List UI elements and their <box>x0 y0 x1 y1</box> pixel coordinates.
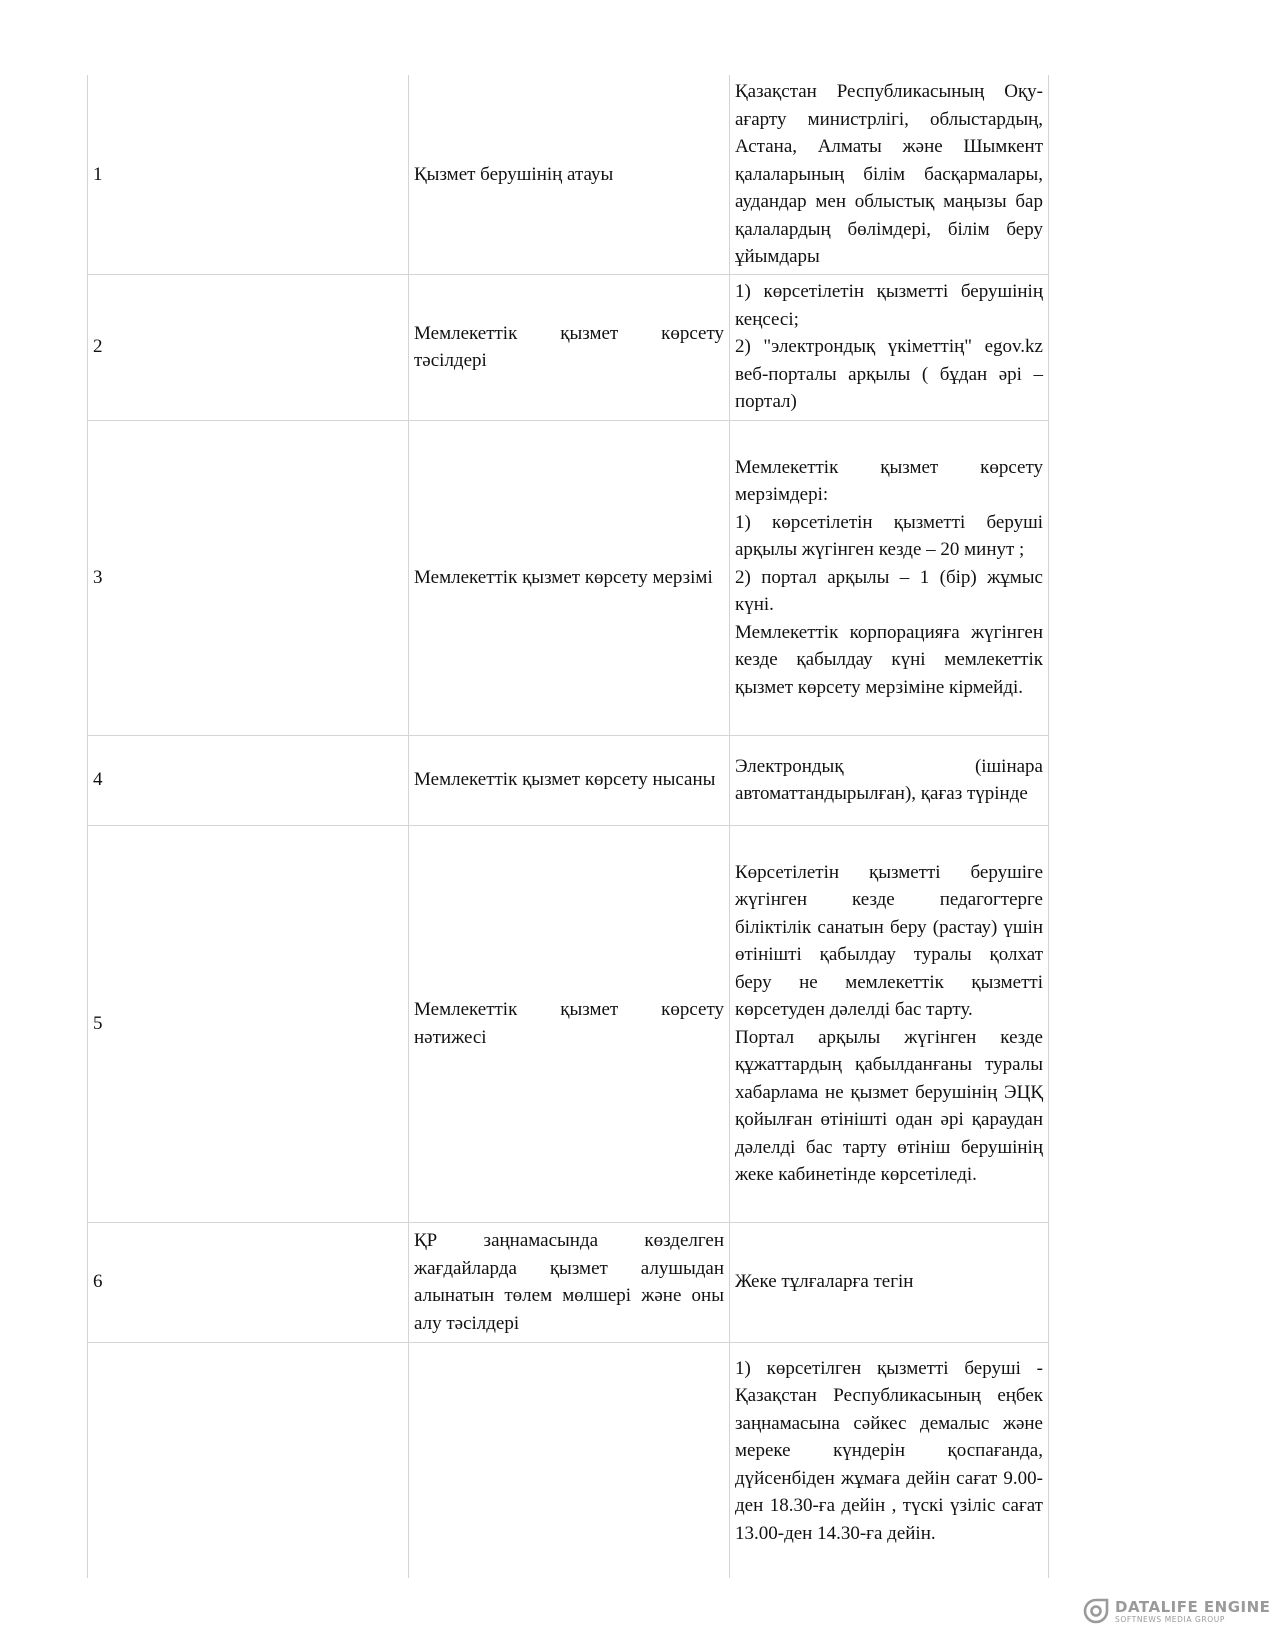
table-row <box>88 274 1049 420</box>
row-number: 6 <box>88 1222 409 1342</box>
row-value <box>730 735 1049 825</box>
row-label: Мемлекеттік қызмет көрсету нәтижесі <box>409 825 730 1222</box>
row-value-paragraph: Қазақстан Республикасының Оқу-ағарту министрлігі, облыстардың, Астана, Алматы және Шымкент қалаларының білім басқармалары, аудандар мен облыстық маңызы бар қалалардың бөлімдері, білім беру ұйымдары <box>735 81 1043 267</box>
row-value-paragraph: 1) көрсетілген қызметті беруші - Қазақстан Республикасының еңбек заңнамасына сәйкес демалыс және мереке күндерін қоспағанда, дүйсенбіден жұмаға дейін сағат 9.00-ден 18.30-ға дейін , түскі үзіліс сағат 13.00-ден 14.30-ға дейін. <box>735 1357 1043 1544</box>
row-value-paragraph: 1) көрсетілетін қызметті беруші арқылы жүгінген кезде – 20 минут ; <box>735 511 1043 561</box>
table-row <box>88 420 1049 735</box>
row-label: Мемлекеттік қызмет көрсету нысаны <box>409 735 730 825</box>
table-row <box>88 1222 1049 1342</box>
row-value <box>730 420 1049 735</box>
row-value-paragraph: Портал арқылы жүгінген кезде құжаттардың қабылданғаны туралы хабарлама не қызмет берушінің ЭЦҚ қойылған өтінішті одан әрі қараудан дәлелді бас тарту өтініш берушінің жеке кабинетінде көрсетіледі. <box>735 1026 1043 1185</box>
row-number: 3 <box>88 420 409 735</box>
row-value-paragraph: 2) портал арқылы – 1 (бір) жұмыс күні. <box>735 566 1043 616</box>
table-row <box>88 735 1049 825</box>
row-value-paragraph: Электрондық (ішінара автоматтандырылған), қағаз түрінде <box>735 755 1043 804</box>
row-label: Мемлекеттік қызмет көрсету мерзімі <box>409 420 730 735</box>
row-label: ҚР заңнамасында көзделген жағдайларда қызмет алушыдан алынатын төлем мөлшері және оны алу тәсілдері <box>409 1222 730 1342</box>
row-number: 5 <box>88 825 409 1222</box>
row-label: Мемлекеттік қызмет көрсету тәсілдері <box>409 274 730 420</box>
table-row <box>88 1342 1049 1578</box>
row-value <box>730 75 1049 274</box>
row-label <box>409 1342 730 1578</box>
watermark-title: DATALIFE ENGINE <box>1115 1597 1271 1616</box>
table-row <box>88 825 1049 1222</box>
service-standard-table <box>87 75 1049 1578</box>
row-label: Қызмет берушінің атауы <box>409 75 730 274</box>
row-number <box>88 1342 409 1578</box>
row-value <box>730 1222 1049 1342</box>
row-number: 1 <box>88 75 409 274</box>
row-number: 2 <box>88 274 409 420</box>
row-value <box>730 825 1049 1222</box>
row-number: 4 <box>88 735 409 825</box>
watermark-text <box>1115 1599 1270 1624</box>
watermark <box>1083 1598 1270 1624</box>
row-value-paragraph: Көрсетілетін қызметті берушіге жүгінген кезде педагогтерге біліктілік санатын беру (растау) үшін өтінішті қабылдау туралы қолхат беру не мемлекеттік қызметті көрсетуден дәлелді бас тарту. <box>735 861 1043 1020</box>
watermark-subtitle: SOFTNEWS MEDIA GROUP <box>1115 1614 1225 1624</box>
row-value-paragraph: Жеке тұлғаларға тегін <box>735 1271 914 1293</box>
row-value-paragraph: Мемлекеттік корпорацияға жүгінген кезде қабылдау күні мемлекеттік қызмет көрсету мерзіміне кірмейді. <box>735 621 1043 698</box>
table-row <box>88 75 1049 274</box>
row-value <box>730 1342 1049 1578</box>
row-value-paragraph: 2) "электрондық үкіметтің" egov.kz веб-порталы арқылы ( бұдан әрі – портал) <box>735 336 1043 413</box>
row-value-paragraph: 1) көрсетілетін қызметті берушінің кеңсесі; <box>735 281 1043 330</box>
datalife-logo-icon <box>1083 1598 1109 1624</box>
row-value <box>730 274 1049 420</box>
row-value-paragraph: Мемлекеттік қызмет көрсету мерзімдері: <box>735 456 1043 506</box>
